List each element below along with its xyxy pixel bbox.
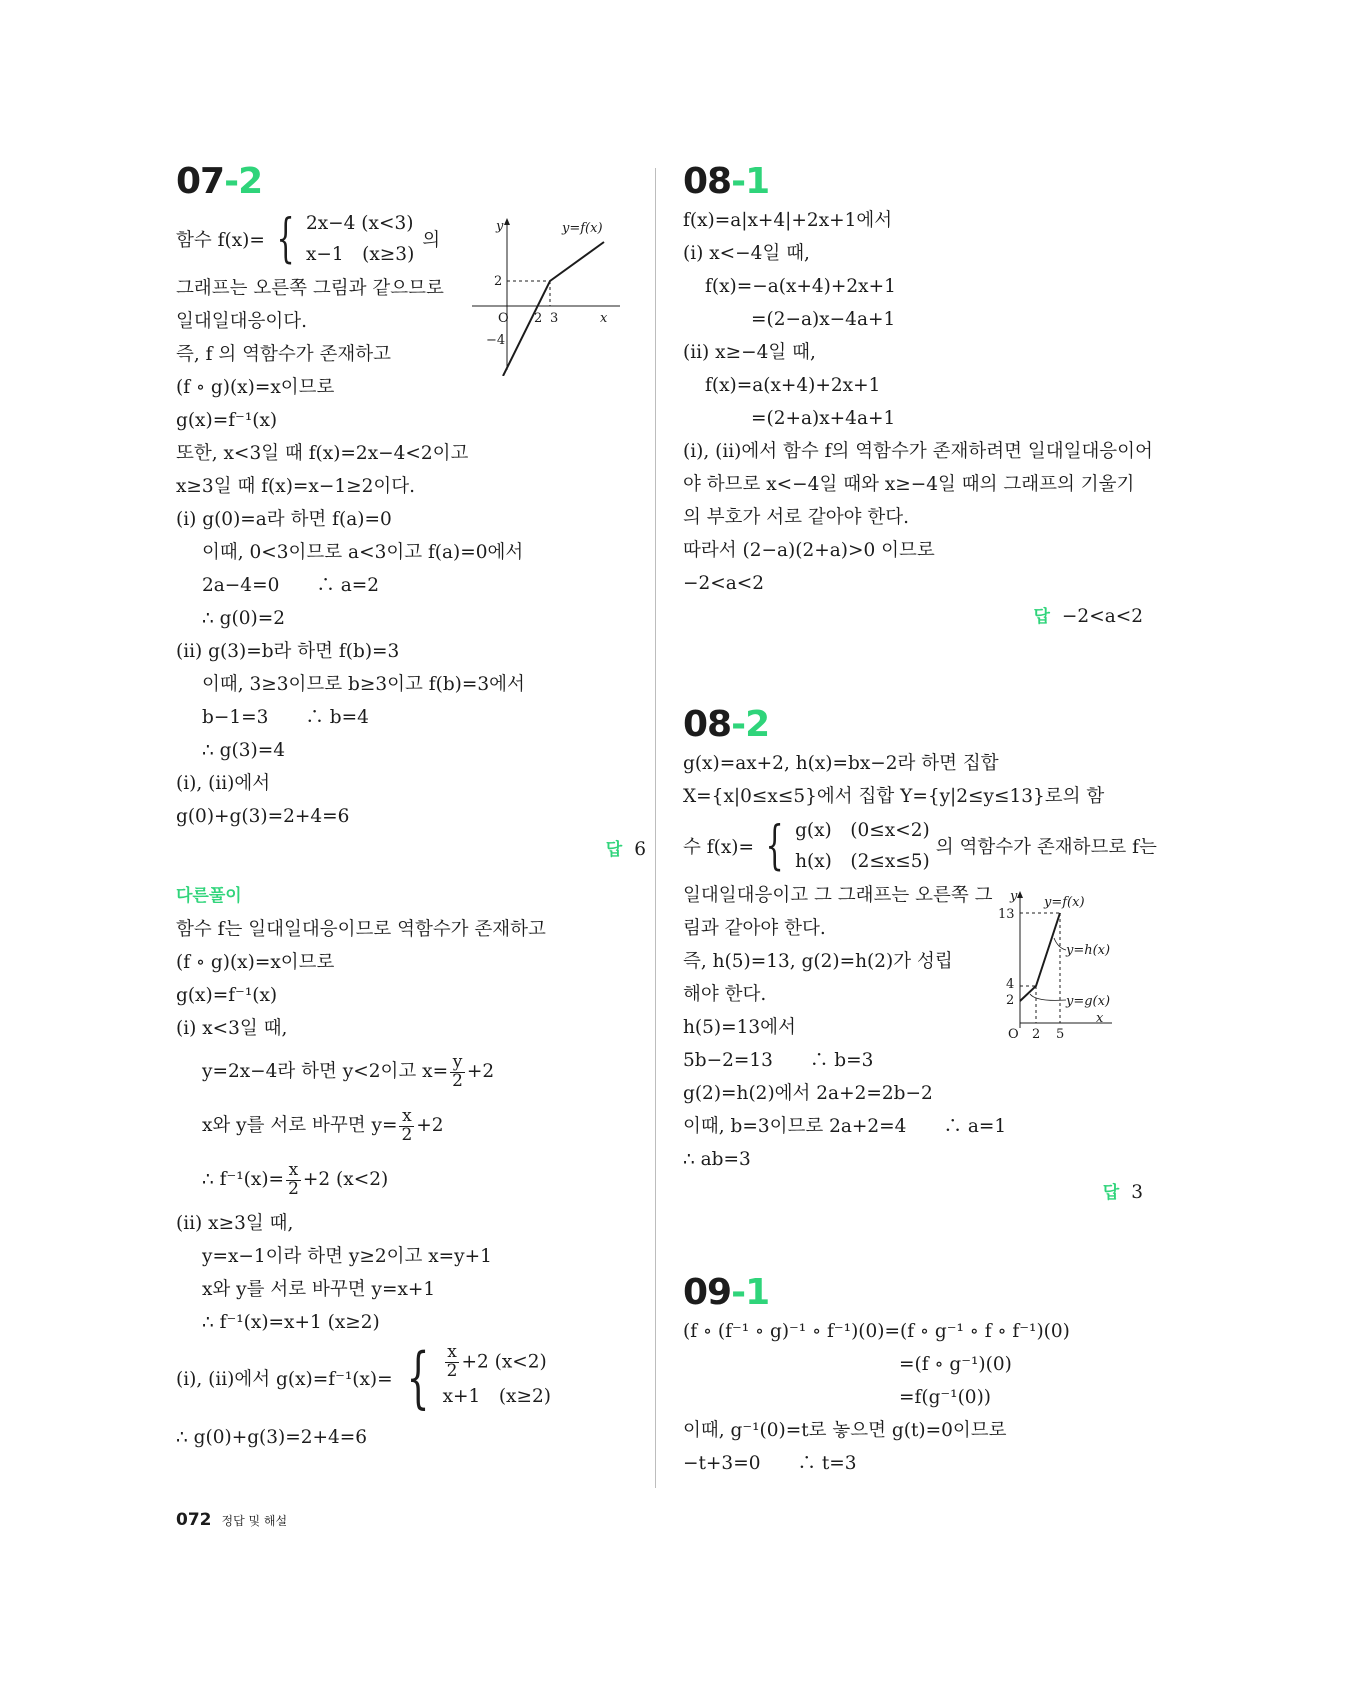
text-line: g(x)=ax+2, h(x)=bx−2라 하면 집합 bbox=[683, 753, 999, 774]
graph-08-2 bbox=[992, 888, 1144, 1044]
case-2: h(x) (2≤x≤5) bbox=[795, 851, 930, 872]
function-curve bbox=[1020, 913, 1060, 1001]
answer-label: 답 bbox=[605, 840, 623, 860]
case-1 bbox=[443, 1344, 551, 1381]
page-number: 072 bbox=[176, 1510, 212, 1530]
tick-x-2: 2 bbox=[534, 311, 543, 326]
text-line: ∴ g(0)+g(3)=2+4=6 bbox=[176, 1427, 368, 1448]
text-line: x≥3일 때 f(x)=x−1≥2이다. bbox=[176, 476, 416, 497]
case-1: 2x−4 (x<3) bbox=[305, 213, 414, 234]
fraction-suffix: +2 bbox=[466, 1061, 495, 1082]
text-line: 5b−2=13 ∴ b=3 bbox=[683, 1050, 874, 1071]
text-line: 이때, g⁻¹(0)=t로 놓으면 g(t)=0이므로 bbox=[683, 1420, 1007, 1441]
piecewise-prefix: (ⅰ), (ⅱ)에서 g(x)=f⁻¹(x)= bbox=[176, 1369, 393, 1390]
text-line: g(2)=h(2)에서 2a+2=2b−2 bbox=[683, 1083, 933, 1104]
section-hyphen: - bbox=[731, 704, 746, 745]
text-line: g(0)+g(3)=2+4=6 bbox=[176, 806, 350, 827]
piecewise-cases bbox=[443, 1344, 551, 1412]
numerator: y bbox=[450, 1054, 465, 1073]
text-line: (f ∘ g)(x)=x이므로 bbox=[176, 952, 335, 973]
tick-y-4: 4 bbox=[1006, 977, 1015, 992]
y-axis-arrow-icon bbox=[1017, 891, 1023, 898]
text-line: 이때, 0<3이므로 a<3이고 f(a)=0에서 bbox=[202, 542, 524, 563]
text-line: f(x)=−a(x+4)+2x+1 bbox=[705, 276, 896, 297]
denominator: 2 bbox=[288, 1178, 299, 1199]
piecewise-definition bbox=[683, 813, 1157, 879]
piecewise-cases bbox=[795, 815, 930, 877]
text-line: (f ∘ g)(x)=x이므로 bbox=[176, 377, 335, 398]
text-line: X={x|0≤x≤5}에서 집합 Y={y|2≤y≤13}로의 함 bbox=[683, 786, 1105, 807]
fraction-prefix: ∴ f⁻¹(x)= bbox=[202, 1169, 285, 1190]
piecewise-suffix: 의 bbox=[422, 230, 441, 251]
case-2: x+1 (x≥2) bbox=[442, 1385, 551, 1407]
x-axis-label: x bbox=[600, 311, 608, 326]
text-line: 림과 같아야 한다. bbox=[683, 918, 826, 939]
text-line: y=x−1이라 하면 y≥2이고 x=y+1 bbox=[202, 1246, 492, 1267]
fraction-line bbox=[176, 1153, 646, 1207]
text-line: 의 부호가 서로 같아야 한다. bbox=[683, 507, 909, 528]
text-line: ∴ f⁻¹(x)=x+1 (x≥2) bbox=[202, 1312, 380, 1333]
text-line: ∴ g(0)=2 bbox=[202, 608, 285, 629]
brace-icon: { bbox=[276, 209, 295, 269]
alt-solution-heading: 다른풀이 bbox=[176, 886, 242, 906]
numerator: x bbox=[286, 1162, 301, 1181]
text-line: 또한, x<3일 때 f(x)=2x−4<2이고 bbox=[176, 443, 469, 464]
case-1: g(x) (0≤x<2) bbox=[795, 820, 930, 841]
page-footer bbox=[176, 1510, 287, 1530]
right-column bbox=[683, 160, 1157, 1480]
text-line: 그래프는 오른쪽 그림과 같으므로 bbox=[176, 278, 444, 299]
text-line: =f(g⁻¹(0)) bbox=[899, 1387, 992, 1408]
text-line: =(2+a)x+4a+1 bbox=[751, 408, 896, 429]
fraction-suffix: +2 bbox=[416, 1115, 444, 1136]
case-1-text: +2 (x<2) bbox=[461, 1351, 547, 1373]
text-line: (ⅱ) x≥−4일 때, bbox=[683, 342, 816, 363]
fraction bbox=[286, 1159, 301, 1199]
tick-x-2: 2 bbox=[1032, 1027, 1041, 1042]
column-divider bbox=[655, 168, 656, 1488]
section-sub: 1 bbox=[745, 1272, 770, 1313]
section-hyphen: - bbox=[731, 1272, 746, 1313]
section-sub: 2 bbox=[745, 704, 770, 745]
text-line: 야 하므로 x<−4일 때와 x≥−4일 때의 그래프의 기울기 bbox=[683, 474, 1135, 495]
answer-value: −2<a<2 bbox=[1061, 606, 1143, 627]
fraction-line bbox=[176, 1045, 646, 1099]
brace-icon: { bbox=[406, 1339, 430, 1416]
text-line: (ⅰ), (ⅱ)에서 함수 f의 역함수가 존재하려면 일대일대응이어 bbox=[683, 441, 1153, 462]
section-title-08-1 bbox=[683, 160, 1143, 204]
fraction-suffix: +2 (x<2) bbox=[302, 1169, 389, 1190]
text-line: ∴ g(3)=4 bbox=[202, 740, 285, 761]
text-line: (ⅱ) g(3)=b라 하면 f(b)=3 bbox=[176, 641, 400, 662]
footer-text: 정답 및 해설 bbox=[221, 1514, 288, 1528]
answer-label: 답 bbox=[1102, 1183, 1120, 1203]
text-line: f(x)=a(x+4)+2x+1 bbox=[705, 375, 881, 396]
answer-label: 답 bbox=[1033, 607, 1050, 627]
text-line: (ⅰ), (ⅱ)에서 bbox=[176, 773, 271, 794]
text-line: b−1=3 ∴ b=4 bbox=[202, 707, 369, 728]
text-line: f(x)=a|x+4|+2x+1에서 bbox=[683, 210, 893, 231]
final-piecewise bbox=[176, 1339, 646, 1417]
section-number: 08 bbox=[683, 161, 732, 202]
text-line: x와 y를 서로 바꾸면 y=x+1 bbox=[202, 1279, 436, 1300]
piecewise-suffix: 의 역함수가 존재하므로 f는 bbox=[935, 837, 1157, 858]
fraction-line bbox=[176, 1099, 646, 1153]
x-axis-label: x bbox=[1096, 1011, 1104, 1026]
text-line: ∴ ab=3 bbox=[683, 1149, 751, 1170]
text-line: =(2−a)x−4a+1 bbox=[751, 309, 896, 330]
section-number: 08 bbox=[683, 704, 732, 745]
text-line: (ⅱ) x≥3일 때, bbox=[176, 1213, 294, 1234]
fraction bbox=[450, 1051, 465, 1091]
denominator: 2 bbox=[446, 1361, 458, 1381]
case-2: x−1 (x≥3) bbox=[305, 244, 415, 265]
text-line: (ⅰ) x<−4일 때, bbox=[683, 243, 810, 264]
piecewise-cases bbox=[306, 208, 414, 270]
answer-08-1 bbox=[683, 600, 1143, 633]
text-line: (f ∘ (f⁻¹ ∘ g)⁻¹ ∘ f⁻¹)(0)=(f ∘ g⁻¹ ∘ f ∘ f⁻¹)(0) bbox=[683, 1321, 1070, 1342]
function-label: y=f(x) bbox=[562, 221, 603, 236]
g-pointer bbox=[1030, 994, 1066, 1000]
section-title-09-1 bbox=[683, 1271, 1143, 1315]
text-line: 즉, h(5)=13, g(2)=h(2)가 성립 bbox=[683, 951, 953, 972]
text-line: 일대일대응이다. bbox=[176, 311, 307, 332]
function-label: y=f(x) bbox=[1044, 895, 1085, 910]
text-line: =(f ∘ g⁻¹)(0) bbox=[899, 1354, 1012, 1375]
fraction-prefix: y=2x−4라 하면 y<2이고 x= bbox=[202, 1061, 449, 1082]
h-label: y=h(x) bbox=[1066, 943, 1111, 958]
text-line: 즉, f 의 역함수가 존재하고 bbox=[176, 344, 391, 365]
section-sub: 2 bbox=[238, 161, 263, 202]
section-hyphen: - bbox=[731, 161, 746, 202]
brace-icon: { bbox=[765, 816, 784, 876]
tick-x-5: 5 bbox=[1056, 1027, 1065, 1042]
origin-label: O bbox=[1008, 1027, 1019, 1042]
section-sub: 1 bbox=[745, 161, 770, 202]
text-line: −t+3=0 ∴ t=3 bbox=[683, 1453, 857, 1474]
graph-07-2 bbox=[470, 216, 630, 376]
tick-y-minus4: −4 bbox=[486, 333, 506, 348]
tick-y-2: 2 bbox=[1006, 993, 1015, 1008]
text-line: 일대일대응이고 그 그래프는 오른쪽 그 bbox=[683, 885, 993, 906]
tick-y-2: 2 bbox=[494, 274, 503, 289]
section-title-08-2 bbox=[683, 703, 1143, 747]
section-hyphen: - bbox=[224, 161, 239, 202]
text-line: g(x)=f⁻¹(x) bbox=[176, 410, 278, 431]
origin-label: O bbox=[498, 311, 509, 326]
text-line: h(5)=13에서 bbox=[683, 1017, 796, 1038]
tick-y-13: 13 bbox=[998, 907, 1015, 922]
answer-07-2 bbox=[176, 833, 646, 866]
text-line: 따라서 (2−a)(2+a)>0 이므로 bbox=[683, 540, 935, 561]
text-line: g(x)=f⁻¹(x) bbox=[176, 985, 278, 1006]
denominator: 2 bbox=[401, 1124, 413, 1145]
text-line: 이때, b=3이므로 2a+2=4 ∴ a=1 bbox=[683, 1116, 1007, 1137]
text-line: 2a−4=0 ∴ a=2 bbox=[202, 575, 380, 596]
text-line: 함수 f는 일대일대응이므로 역함수가 존재하고 bbox=[176, 919, 546, 940]
answer-value: 6 bbox=[634, 839, 646, 860]
g-label: y=g(x) bbox=[1066, 994, 1111, 1009]
tick-x-3: 3 bbox=[550, 311, 559, 326]
y-axis-label: y bbox=[496, 219, 504, 234]
section-number: 09 bbox=[683, 1272, 732, 1313]
section-number: 07 bbox=[176, 161, 225, 202]
section-title-07-2 bbox=[176, 160, 646, 204]
y-axis-label: y bbox=[1010, 889, 1018, 904]
text-line: (ⅰ) x<3일 때, bbox=[176, 1018, 288, 1039]
denominator: 2 bbox=[452, 1070, 463, 1091]
piecewise-prefix: 수 f(x)= bbox=[683, 837, 754, 858]
text-line: −2<a<2 bbox=[683, 573, 765, 594]
fraction bbox=[445, 1344, 460, 1381]
numerator: x bbox=[445, 1344, 460, 1363]
text-line: 이때, 3≥3이므로 b≥3이고 f(b)=3에서 bbox=[202, 674, 525, 695]
piecewise-prefix: 함수 f(x)= bbox=[176, 230, 265, 251]
answer-08-2 bbox=[683, 1176, 1143, 1209]
numerator: x bbox=[399, 1108, 414, 1127]
text-line: 해야 한다. bbox=[683, 984, 767, 1005]
answer-value: 3 bbox=[1131, 1182, 1143, 1203]
y-axis-arrow-icon bbox=[504, 218, 510, 225]
fraction-prefix: x와 y를 서로 바꾸면 y= bbox=[202, 1115, 398, 1136]
function-curve bbox=[503, 242, 604, 376]
fraction bbox=[399, 1105, 414, 1145]
text-line: (ⅰ) g(0)=a라 하면 f(a)=0 bbox=[176, 509, 392, 530]
